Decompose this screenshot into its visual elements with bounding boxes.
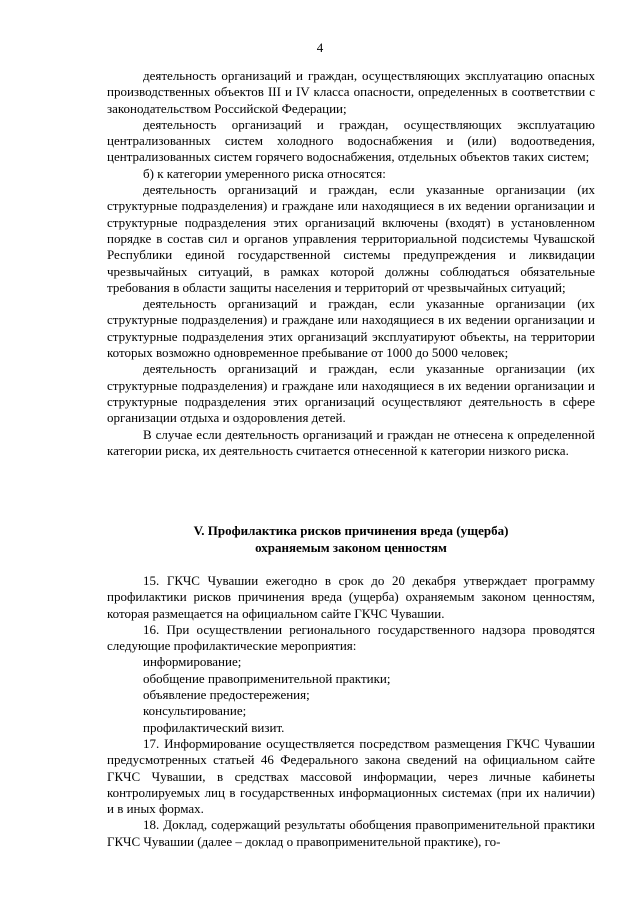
section-heading-line: V. Профилактика рисков причинения вреда (ущерба)	[193, 523, 509, 538]
paragraph: В случае если деятельность организаций и граждан не отнесена к определенной категории риска, их деятельность считается отнесенной к категории низкого риска.	[107, 426, 595, 458]
paragraph: деятельность организаций и граждан, если указанные организации (их структурные подразделения) и граждане или находящиеся в их ведении организации и структурные подразделения этих организаций эксплуатируют объекты, на территории которых возможно одновременное пребывание от 1000 до 5000 человек;	[107, 296, 595, 361]
paragraph-18: 18. Доклад, содержащий результаты обобщения правоприменительной практики ГКЧС Чувашии (далее – доклад о правоприменительной практике), го-	[107, 817, 595, 849]
list-item: информирование;	[143, 654, 242, 670]
paragraph-17: 17. Информирование осуществляется посредством размещения ГКЧС Чувашии предусмотренных статьей 46 Федерального закона сведений на официальном сайте ГКЧС Чувашии, в средствах массовой информации, через личные кабинеты контролируемых лиц в государственных информационных системах (при их наличии) и в иных формах.	[107, 735, 595, 817]
paragraph: деятельность организаций и граждан, осуществляющих эксплуатацию централизованных систем холодного водоснабжения и (или) водоотведения, централизованных систем горячего водоснабжения, отдельных объектов таких систем;	[107, 116, 595, 165]
page-number: 4	[316, 40, 324, 55]
list-item: обобщение правоприменительной практики;	[143, 670, 391, 686]
paragraph: деятельность организаций и граждан, осуществляющих эксплуатацию опасных производственных объектов III и IV класса опасности, определенных в соответствии с законодательством Российской Федерации;	[107, 68, 595, 116]
prevention-text	[107, 573, 595, 850]
list-item: консультирование;	[143, 703, 247, 719]
list-item: объявление предостережения;	[143, 687, 310, 703]
section-heading	[107, 522, 595, 556]
paragraph: деятельность организаций и граждан, если указанные организации (их структурные подразделения) и граждане или находящиеся в их ведении организации и структурные подразделения этих организаций осуществляют деятельность в сфере организации отдыха и оздоровления детей.	[107, 361, 595, 426]
measures-list	[107, 654, 595, 735]
section-heading-line: охраняемым законом ценностям	[255, 540, 447, 555]
paragraph-15: 15. ГКЧС Чувашии ежегодно в срок до 20 декабря утверждает программу профилактики рисков причинения вреда (ущерба) охраняемым законом ценностям, которая размещается на официальном сайте ГКЧС Чувашии.	[107, 573, 595, 621]
paragraph: б) к категории умеренного риска относятся:	[143, 165, 386, 181]
paragraph: деятельность организаций и граждан, если указанные организации (их структурные подразделения) и граждане или находящиеся в их ведении организации и структурные подразделения этих организаций включены (входят) в установленном порядке в состав сил и органов управления территориальной подсистемы Чувашской Республики единой государственной системы предупреждения и ликвидации чрезвычайных ситуаций, в рамках которой должны соблюдаться обязательные требования в области защиты населения и территорий от чрезвычайных ситуаций;	[107, 182, 595, 295]
risk-categories-text	[107, 68, 595, 459]
list-item: профилактический визит.	[143, 719, 285, 735]
paragraph-16: 16. При осуществлении регионального государственного надзора проводятся следующие профилактические мероприятия:	[107, 621, 595, 654]
